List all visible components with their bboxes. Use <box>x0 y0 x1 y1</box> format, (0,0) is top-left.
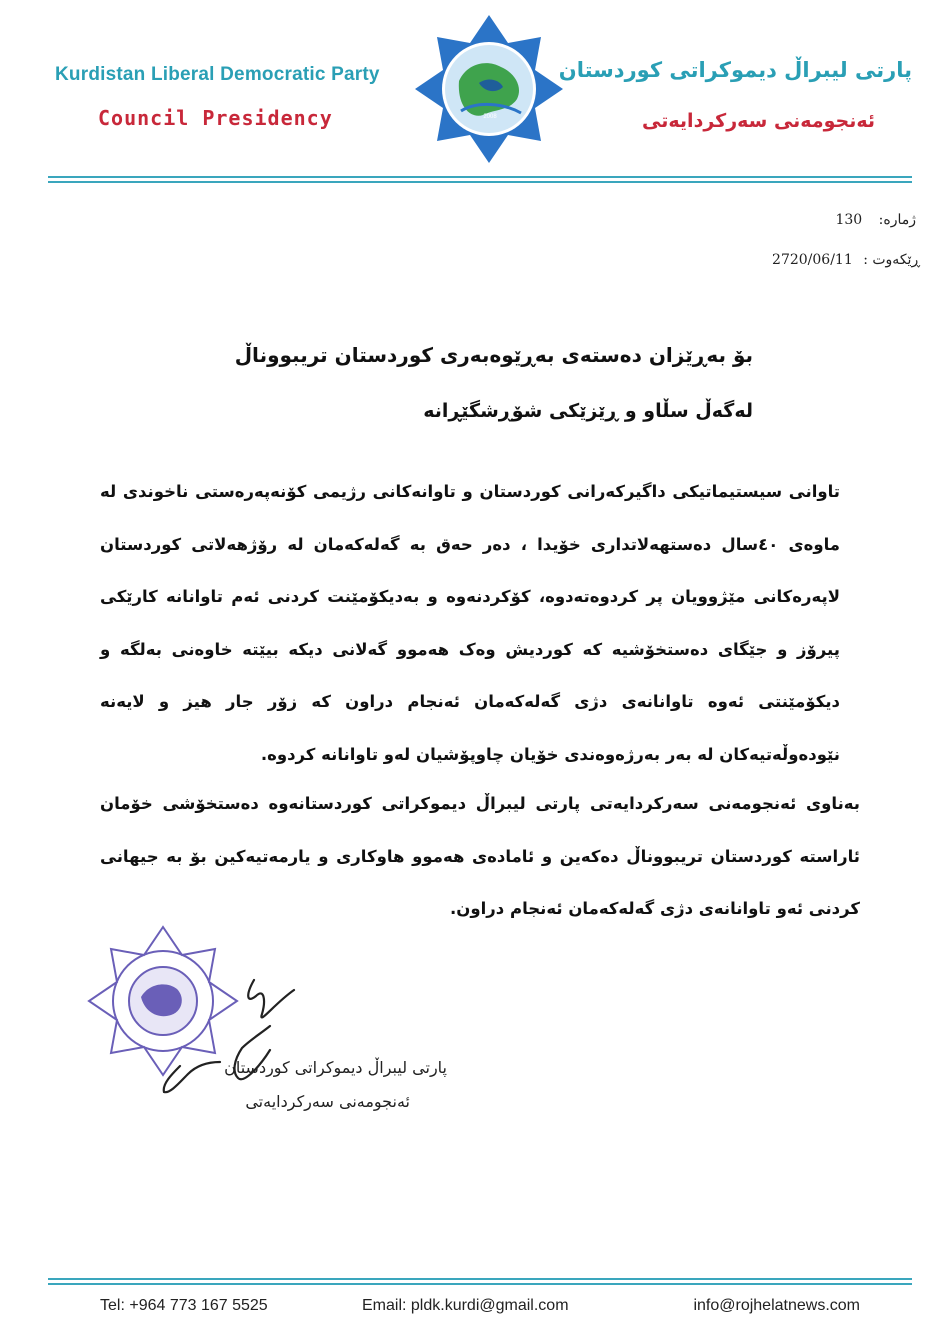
letter-paragraph-1: تاوانی سیستیماتیکی داگیرکەرانی کوردستان و تاوانەکانی رژیمی کۆنەپەرەستی ناخوندی لە ماوەی ٤٠سال دەستهەلاتداری خۆیدا ، دەر حەق بە گەلەکەمان لە رۆژهەلاتی کوردستان لاپەرەکانی مێژوویان پر کردوەتەدوە، کۆکردنەوە و بەدیکۆمێنت کردنی ئەم تاوانانە کارێکی پیرۆز و جێگای دەستخۆشیە کە کوردیش وەک هەموو گەلانی دیکە بیێتە خاوەنی بەلگە و دیکۆمێنتی ئەوە تاوانانەی دژی گەلەکەمان ئەنجام دراون کە زۆر جار هیز و لایەنە نێودەوڵەتیەکان لە بەر بەرژەوەندی خۆیان چاوپۆشیان لەو تاوانانە کردوە. <box>100 482 841 764</box>
letter-paragraph-2: بەناوی ئەنجومەنی سەرکردایەتی پارتی لیبراڵ دیموکراتی کوردستانەوە دەستخۆشی خۆمان ئاراستە کوردستان تریبووناڵ دەکەین و ئامادەی هەموو هاوکاری و یارمەتیەکین بۆ بە جیهانی کردنی ئەو تاوانانەی دژی گەلەکەمان ئەنجام دراون. <box>100 794 860 918</box>
letter-date <box>772 252 920 268</box>
footer-divider-bottom <box>48 1283 912 1285</box>
signature-council: ئەنجومەنی سەرکردایەتی <box>245 1092 410 1111</box>
letter-date-value: 2720/06/11 <box>772 252 853 268</box>
logo-year: 2008 <box>483 114 497 120</box>
reference-number-value: 130 <box>835 212 863 228</box>
party-name-english: Kurdistan Liberal Democratic Party <box>55 64 380 85</box>
footer-email[interactable]: Email: pldk.kurdi@gmail.com <box>362 1297 569 1314</box>
letter-date-label: ڕێکەوت : <box>863 252 920 268</box>
letter-recipient: بۆ بەڕێزان دەستەی بەڕێوەبەری کوردستان تریبووناڵ <box>234 343 753 367</box>
footer-divider-top <box>48 1278 912 1280</box>
footer-website-email[interactable]: info@rojhelatnews.com <box>693 1297 860 1314</box>
header-divider-bottom <box>48 181 912 183</box>
letter-greeting: لەگەڵ سڵاو و ڕێزێکی شۆڕشگێڕانە <box>423 400 753 422</box>
header-divider-top <box>48 176 912 178</box>
party-name-kurdish: پارتی لیبراڵ دیموکراتی کوردستان <box>558 58 912 82</box>
reference-number-label: ژمارە: <box>878 212 916 228</box>
handwritten-signature <box>150 970 310 1100</box>
signature-party: پارتی لیبراڵ دیموکراتی کوردستان <box>224 1058 447 1077</box>
party-logo-graphic <box>414 14 564 164</box>
council-presidency-english: Council Presidency <box>98 106 333 130</box>
signature-graphic <box>150 970 310 1100</box>
council-presidency-kurdish: ئەنجومەنی سەرکردایەتی <box>642 110 875 132</box>
footer-phone: Tel: +964 773 167 5525 <box>100 1297 268 1314</box>
reference-number <box>835 212 916 228</box>
party-logo <box>414 14 564 164</box>
